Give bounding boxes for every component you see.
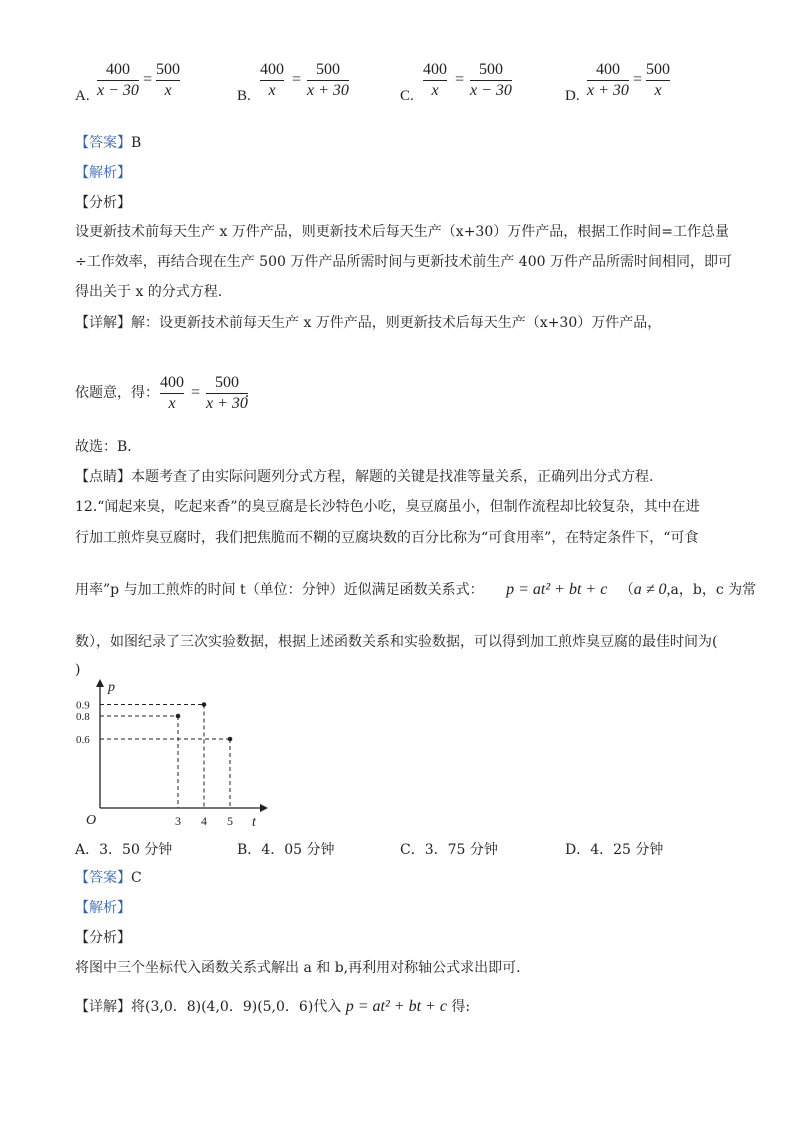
q12-option-b: B．4．05 分钟 (237, 842, 335, 858)
fraction-left: 400 x − 30 (97, 61, 139, 99)
q11-choose: 故选：B． (75, 439, 142, 455)
q12-detail: 【详解】将(3,0．8)(4,0．9)(5,0．6)代入 p = at² + bt + c 得: (75, 998, 471, 1015)
q12-answer: 【答案】C (75, 870, 142, 886)
fraction-left: 400 x + 30 (587, 61, 629, 99)
q11-fenxi-tag: 【分析】 (75, 195, 131, 211)
fraction-right: 500 x (646, 61, 670, 99)
q12-fenxi-tag: 【分析】 (75, 930, 131, 946)
fraction-right: 500 x − 30 (470, 61, 512, 99)
x-tick-label: 3 (175, 814, 181, 828)
data-point (176, 714, 181, 719)
option-label: A. (75, 88, 90, 104)
data-point (202, 702, 207, 707)
y-axis-label: p (108, 680, 115, 695)
q12-stem-line-4: 数），如图纪录了三次实验数据，根据上述函数关系和实验数据，可以得到加工煎炸臭豆腐的最佳时间为( (75, 634, 718, 650)
q12-stem-line-5: ) (75, 662, 81, 678)
data-point (228, 737, 233, 742)
x-tick-label: 5 (227, 814, 233, 828)
q11-jiexi-tag: 【解析】 (75, 165, 131, 181)
formula: p = at² + bt + c (506, 581, 608, 598)
q12-option-d: D．4．25 分钟 (565, 842, 664, 858)
x-axis-arrow (260, 804, 268, 812)
q11-equation-left: 400 x (160, 374, 184, 412)
origin-label: O (86, 813, 97, 828)
q12-option-a: A．3．50 分钟 (75, 842, 173, 858)
y-tick-label: 0.8 (76, 711, 90, 723)
formula: p = at² + bt + c (345, 998, 447, 1015)
q12-graph (70, 675, 280, 835)
fraction-left: 400 x (260, 61, 284, 99)
q11-comment: 【点睛】本题考查了由实际问题列分式方程，解题的关键是找准等量关系，正确列出分式方程. (75, 469, 654, 485)
fraction-left: 400 x (423, 61, 447, 99)
fraction-right: 500 x (156, 61, 180, 99)
q12-option-c: C．3．75 分钟 (400, 842, 498, 858)
q11-analysis-line-2: ÷工作效率，再结合现在生产 500 万件产品所需时间与更新技术前生产 400 万件产品所需时间相同，即可 (75, 254, 732, 270)
q12-jiexi-tag: 【解析】 (75, 900, 131, 916)
q11-analysis-line-3: 得出关于 x 的分式方程. (75, 284, 223, 300)
q11-by-meaning: 依题意，得： (75, 385, 159, 401)
y-tick-label: 0.6 (76, 734, 90, 746)
fraction-right: 500 x + 30 (307, 61, 349, 99)
q12-stem-line-3: 用率”p 与加工煎炸的时间 t（单位：分钟）近似满足函数关系式： p = at² + bt + c （a ≠ 0,a，b，c 为常 (75, 581, 757, 598)
q11-analysis-line-1: 设更新技术前每天生产 x 万件产品，则更新技术后每天生产（x+30）万件产品，根据工作时间=工作总量 (75, 224, 729, 240)
y-tick-label: 0.9 (76, 699, 90, 712)
q11-answer: 【答案】B (75, 135, 142, 151)
option-label: C. (400, 88, 414, 104)
q12-analysis: 将图中三个坐标代入函数关系式解出 a 和 b,再利用对称轴公式求出即可. (75, 960, 521, 976)
y-axis-arrow (96, 679, 104, 687)
q12-stem-line-2: 行加工煎炸臭豆腐时，我们把焦脆而不糊的豆腐块数的百分比称为“可食用率”，在特定条件下，“可食 (75, 530, 699, 546)
x-axis-label: t (252, 815, 256, 830)
option-label: B. (237, 88, 251, 104)
q12-stem-line-1: 12.“闻起来臭，吃起来香”的臭豆腐是长沙特色小吃，臭豆腐虽小，但制作流程却比较复杂，其中在进 (75, 499, 700, 515)
option-label: D. (565, 88, 580, 104)
q11-equation-right: 500 x + 30 (206, 374, 248, 412)
q11-detail: 【详解】解：设更新技术前每天生产 x 万件产品，则更新技术后每天生产（x+30）万件产品， (75, 315, 662, 331)
x-tick-label: 4 (201, 814, 207, 828)
